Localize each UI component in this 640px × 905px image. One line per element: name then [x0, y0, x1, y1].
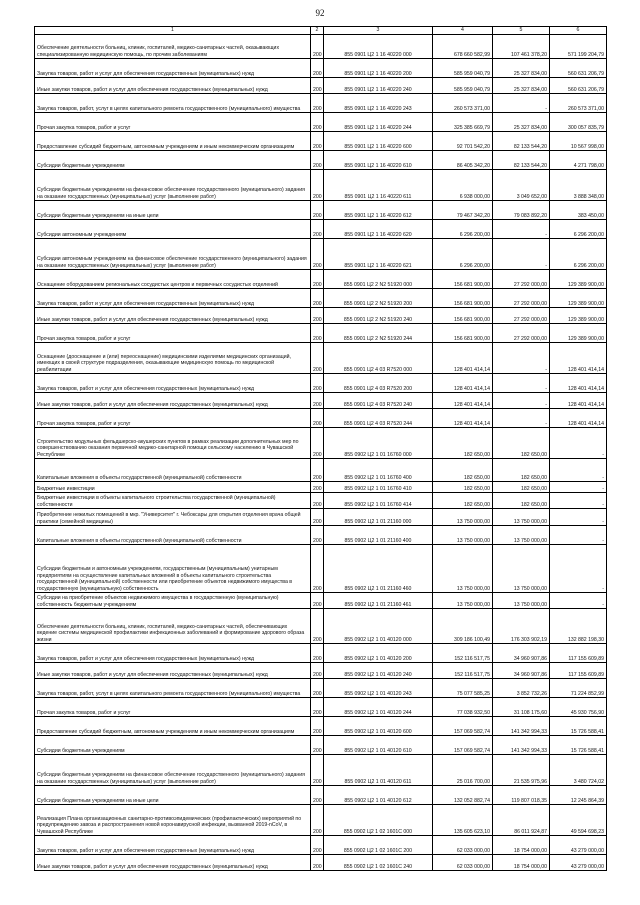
row-value-col6-cell: -: [550, 428, 607, 459]
row-value-col4-cell: 13 750 000,00: [433, 593, 493, 609]
row-value-col4-cell: 128 401 414,14: [433, 343, 493, 374]
row-value-col5-cell: 141 342 994,33: [493, 717, 550, 736]
table-row: [35, 270, 607, 289]
table-header-row: [35, 27, 607, 35]
row-value-col5-cell: 34 960 907,86: [493, 663, 550, 679]
row-code-200-cell: 200: [311, 644, 324, 663]
row-classification-code-cell: 855 0901 Ц2 2 N2 51920 240: [324, 308, 433, 324]
row-value-col4-cell: 62 033 000,00: [433, 836, 493, 855]
row-value-col6-cell: 260 573 371,00: [550, 94, 607, 113]
row-classification-code-cell: 855 0901 Ц2 4 03 R7520 244: [324, 409, 433, 428]
table-row: [35, 663, 607, 679]
row-code-200-cell: 200: [311, 94, 324, 113]
row-value-col4-cell: 182 650,00: [433, 428, 493, 459]
row-classification-code-cell: 855 0901 Ц2 2 N2 51920 200: [324, 289, 433, 308]
row-name-cell: Бюджетные инвестиции: [35, 482, 311, 493]
row-classification-code-cell: 855 0901 Ц2 1 16 40220 610: [324, 151, 433, 170]
row-code-200-cell: 200: [311, 679, 324, 698]
row-code-200-cell: 200: [311, 201, 324, 220]
row-value-col6-cell: -: [550, 593, 607, 609]
table-row: [35, 324, 607, 343]
row-value-col6-cell: 4 271 798,00: [550, 151, 607, 170]
row-value-col5-cell: 82 133 544,20: [493, 132, 550, 151]
page-number: 92: [315, 8, 325, 18]
row-classification-code-cell: 855 0901 Ц2 1 16 40220 620: [324, 220, 433, 239]
row-name-cell: Оснащение (дооснащение и (или) переоснащение) медицинскими изделиями медицинских организаций, имеющих в своей структуре подразделения, оказывающие медицинскую помощь по медицинской реабилитации: [35, 343, 311, 374]
row-value-col6-cell: -: [550, 509, 607, 526]
row-value-col6-cell: 129 389 900,00: [550, 308, 607, 324]
row-value-col5-cell: 18 754 000,00: [493, 836, 550, 855]
table-row: [35, 482, 607, 493]
table-row: [35, 836, 607, 855]
row-value-col5-cell: 31 108 175,60: [493, 698, 550, 717]
row-code-200-cell: 200: [311, 220, 324, 239]
row-value-col4-cell: 152 116 517,75: [433, 644, 493, 663]
row-code-200-cell: 200: [311, 805, 324, 836]
row-value-col4-cell: 152 116 517,75: [433, 663, 493, 679]
row-classification-code-cell: 855 0902 Ц2 1 01 40120 244: [324, 698, 433, 717]
row-value-col5-cell: 119 807 018,35: [493, 786, 550, 805]
row-classification-code-cell: 855 0901 Ц2 1 16 40220 611: [324, 170, 433, 201]
row-name-cell: Капитальные вложения в объекты государственной (муниципальной) собственности: [35, 459, 311, 482]
row-name-cell: Капитальные вложения в объекты государственной (муниципальной) собственности: [35, 526, 311, 545]
row-value-col6-cell: 10 567 998,00: [550, 132, 607, 151]
row-value-col6-cell: 571 199 204,79: [550, 35, 607, 59]
row-name-cell: Прочая закупка товаров, работ и услуг: [35, 324, 311, 343]
row-name-cell: Закупка товаров, работ и услуг для обеспечения государственных (муниципальных) нужд: [35, 374, 311, 393]
budget-table: [34, 26, 607, 871]
row-value-col6-cell: 129 389 900,00: [550, 289, 607, 308]
row-name-cell: Приобретение нежилых помещений в мкр. "Университет" г. Чебоксары для открытия отделения врача общей практики (семейной медицины): [35, 509, 311, 526]
row-classification-code-cell: 855 0902 Ц2 1 01 21160 461: [324, 593, 433, 609]
table-row: [35, 545, 607, 593]
row-value-col6-cell: 383 450,00: [550, 201, 607, 220]
table-row: [35, 755, 607, 786]
table-row: [35, 289, 607, 308]
table-row: [35, 308, 607, 324]
row-value-col5-cell: 79 083 892,20: [493, 201, 550, 220]
row-value-col6-cell: -: [550, 482, 607, 493]
row-value-col5-cell: 25 327 834,00: [493, 59, 550, 78]
row-name-cell: Субсидии бюджетным учреждениям на иные цели: [35, 786, 311, 805]
row-value-col5-cell: -: [493, 409, 550, 428]
row-value-col4-cell: 260 573 371,00: [433, 94, 493, 113]
row-code-200-cell: 200: [311, 717, 324, 736]
row-name-cell: Обеспечение деятельности больниц, клиник, госпиталей, медико-санитарных частей, обеспечивающих ведение системы медицинской профилактики инфекционных заболеваний и формирование здорового образа жизни: [35, 609, 311, 644]
row-value-col5-cell: 27 292 000,00: [493, 289, 550, 308]
row-code-200-cell: 200: [311, 755, 324, 786]
row-value-col6-cell: 49 594 698,23: [550, 805, 607, 836]
row-value-col6-cell: 3 480 724,02: [550, 755, 607, 786]
table-row: [35, 151, 607, 170]
row-name-cell: Субсидии бюджетным учреждениям на финансовое обеспечение государственного (муниципального) задания на оказание государственных (муниципальных) услуг (выполнение работ): [35, 755, 311, 786]
row-value-col5-cell: 25 327 834,00: [493, 113, 550, 132]
row-value-col5-cell: 13 750 000,00: [493, 509, 550, 526]
row-value-col4-cell: 13 750 000,00: [433, 509, 493, 526]
row-name-cell: Бюджетные инвестиции в объекты капитального строительства государственной (муниципальной) собственности: [35, 493, 311, 509]
table-row: [35, 698, 607, 717]
row-classification-code-cell: 855 0902 Ц2 1 01 21160 460: [324, 545, 433, 593]
row-code-200-cell: 200: [311, 289, 324, 308]
row-value-col6-cell: 43 279 000,00: [550, 836, 607, 855]
row-classification-code-cell: 855 0902 Ц2 1 01 21160 000: [324, 509, 433, 526]
row-code-200-cell: 200: [311, 509, 324, 526]
row-value-col6-cell: 45 930 756,90: [550, 698, 607, 717]
table-row: [35, 493, 607, 509]
row-name-cell: Иные закупки товаров, работ и услуг для обеспечения государственных (муниципальных) нужд: [35, 393, 311, 409]
row-value-col5-cell: 13 750 000,00: [493, 545, 550, 593]
row-code-200-cell: 200: [311, 35, 324, 59]
row-classification-code-cell: 855 0902 Ц2 1 01 16760 400: [324, 459, 433, 482]
row-code-200-cell: 200: [311, 151, 324, 170]
table-row: [35, 805, 607, 836]
row-value-col5-cell: -: [493, 239, 550, 270]
row-value-col5-cell: -: [493, 374, 550, 393]
row-value-col4-cell: 6 296 200,00: [433, 239, 493, 270]
row-value-col5-cell: 3 852 732,26: [493, 679, 550, 698]
row-value-col5-cell: 182 650,00: [493, 493, 550, 509]
row-value-col4-cell: 128 401 414,14: [433, 409, 493, 428]
table-row: [35, 717, 607, 736]
table-row: [35, 220, 607, 239]
row-value-col4-cell: 157 069 582,74: [433, 717, 493, 736]
row-value-col6-cell: 560 631 206,79: [550, 59, 607, 78]
table-row: [35, 593, 607, 609]
row-code-200-cell: 200: [311, 526, 324, 545]
row-value-col4-cell: 157 069 582,74: [433, 736, 493, 755]
row-classification-code-cell: 855 0902 Ц2 1 02 1601C 200: [324, 836, 433, 855]
row-code-200-cell: 200: [311, 59, 324, 78]
row-value-col5-cell: 13 750 000,00: [493, 526, 550, 545]
row-code-200-cell: 200: [311, 170, 324, 201]
row-code-200-cell: 200: [311, 409, 324, 428]
row-value-col5-cell: -: [493, 343, 550, 374]
row-name-cell: Прочая закупка товаров, работ и услуг: [35, 113, 311, 132]
row-name-cell: Оснащение оборудованием региональных сосудистых центров и первичных сосудистых отделений: [35, 270, 311, 289]
row-code-200-cell: 200: [311, 78, 324, 94]
row-name-cell: Иные закупки товаров, работ и услуг для обеспечения государственных (муниципальных) нужд: [35, 78, 311, 94]
row-classification-code-cell: 855 0902 Ц2 1 01 40120 240: [324, 663, 433, 679]
header-col-1: 1: [35, 27, 311, 35]
row-name-cell: Закупка товаров, работ и услуг для обеспечения государственных (муниципальных) нужд: [35, 59, 311, 78]
row-value-col6-cell: 15 726 588,41: [550, 717, 607, 736]
row-value-col5-cell: 27 292 000,00: [493, 324, 550, 343]
table-row: [35, 343, 607, 374]
row-code-200-cell: 200: [311, 663, 324, 679]
row-value-col4-cell: 325 385 669,79: [433, 113, 493, 132]
table-row: [35, 609, 607, 644]
row-classification-code-cell: 855 0902 Ц2 1 02 1601C 000: [324, 805, 433, 836]
row-classification-code-cell: 855 0901 Ц2 4 03 R7520 000: [324, 343, 433, 374]
row-code-200-cell: 200: [311, 132, 324, 151]
row-value-col6-cell: -: [550, 545, 607, 593]
row-value-col6-cell: 129 389 900,00: [550, 270, 607, 289]
table-row: [35, 239, 607, 270]
row-name-cell: Субсидии бюджетным учреждениям: [35, 151, 311, 170]
row-value-col6-cell: 43 279 000,00: [550, 855, 607, 871]
row-value-col6-cell: -: [550, 459, 607, 482]
header-col-3: 3: [324, 27, 433, 35]
row-code-200-cell: 200: [311, 113, 324, 132]
row-value-col5-cell: 141 342 994,33: [493, 736, 550, 755]
row-value-col6-cell: 6 296 200,00: [550, 220, 607, 239]
row-name-cell: Субсидии автономным учреждениям на финансовое обеспечение государственного (муниципального) задания на оказание государственных (муниципальных) услуг (выполнение работ): [35, 239, 311, 270]
table-row: [35, 855, 607, 871]
header-col-2: 2: [311, 27, 324, 35]
row-value-col4-cell: 75 077 585,25: [433, 679, 493, 698]
row-value-col5-cell: 18 754 000,00: [493, 855, 550, 871]
row-value-col4-cell: 128 401 414,14: [433, 374, 493, 393]
row-value-col4-cell: 62 033 000,00: [433, 855, 493, 871]
row-code-200-cell: 200: [311, 493, 324, 509]
table-row: [35, 374, 607, 393]
row-value-col4-cell: 309 186 100,49: [433, 609, 493, 644]
table-row: [35, 509, 607, 526]
row-classification-code-cell: 855 0901 Ц2 1 16 40220 200: [324, 59, 433, 78]
row-classification-code-cell: 855 0902 Ц2 1 01 40120 243: [324, 679, 433, 698]
row-value-col4-cell: 156 681 900,00: [433, 270, 493, 289]
row-value-col4-cell: 135 605 623,10: [433, 805, 493, 836]
row-name-cell: Закупка товаров, работ, услуг в целях капитального ремонта государственного (муниципального) имущества: [35, 679, 311, 698]
row-value-col6-cell: 128 401 414,14: [550, 343, 607, 374]
table-row: [35, 35, 607, 59]
row-name-cell: Закупка товаров, работ, услуг в целях капитального ремонта государственного (муниципального) имущества: [35, 94, 311, 113]
row-name-cell: Предоставление субсидий бюджетным, автономным учреждениям и иным некоммерческим организациям: [35, 132, 311, 151]
row-value-col6-cell: 12 245 864,39: [550, 786, 607, 805]
table-row: [35, 409, 607, 428]
row-value-col6-cell: 128 401 414,14: [550, 393, 607, 409]
row-value-col4-cell: 86 405 342,20: [433, 151, 493, 170]
row-code-200-cell: 200: [311, 428, 324, 459]
row-value-col4-cell: 92 701 542,20: [433, 132, 493, 151]
row-name-cell: Закупка товаров, работ и услуг для обеспечения государственных (муниципальных) нужд: [35, 836, 311, 855]
row-value-col4-cell: 79 467 342,20: [433, 201, 493, 220]
row-classification-code-cell: 855 0901 Ц2 1 16 40220 000: [324, 35, 433, 59]
row-name-cell: Иные закупки товаров, работ и услуг для обеспечения государственных (муниципальных) нужд: [35, 855, 311, 871]
row-value-col6-cell: 117 155 609,89: [550, 663, 607, 679]
row-classification-code-cell: 855 0901 Ц2 4 03 R7520 200: [324, 374, 433, 393]
table-row: [35, 786, 607, 805]
row-value-col4-cell: 6 296 200,00: [433, 220, 493, 239]
row-classification-code-cell: 855 0902 Ц2 1 02 1601C 240: [324, 855, 433, 871]
row-code-200-cell: 200: [311, 393, 324, 409]
row-name-cell: Закупка товаров, работ и услуг для обеспечения государственных (муниципальных) нужд: [35, 644, 311, 663]
table-row: [35, 201, 607, 220]
row-name-cell: Иные закупки товаров, работ и услуг для обеспечения государственных (муниципальных) нужд: [35, 308, 311, 324]
row-value-col5-cell: 176 303 902,19: [493, 609, 550, 644]
row-value-col6-cell: 6 296 200,00: [550, 239, 607, 270]
row-classification-code-cell: 855 0901 Ц2 1 16 40220 243: [324, 94, 433, 113]
row-classification-code-cell: 855 0901 Ц2 2 N2 51920 244: [324, 324, 433, 343]
row-value-col4-cell: 182 650,00: [433, 482, 493, 493]
row-value-col4-cell: 13 750 000,00: [433, 526, 493, 545]
row-code-200-cell: 200: [311, 609, 324, 644]
row-classification-code-cell: 855 0902 Ц2 1 01 21160 400: [324, 526, 433, 545]
row-classification-code-cell: 855 0902 Ц2 1 01 40120 000: [324, 609, 433, 644]
row-value-col4-cell: 182 650,00: [433, 459, 493, 482]
row-code-200-cell: 200: [311, 855, 324, 871]
row-code-200-cell: 200: [311, 374, 324, 393]
row-code-200-cell: 200: [311, 482, 324, 493]
row-value-col6-cell: 71 224 852,99: [550, 679, 607, 698]
row-name-cell: Субсидии бюджетным учреждениям на финансовое обеспечение государственного (муниципального) задания на оказание государственных (муниципальных) услуг (выполнение работ): [35, 170, 311, 201]
row-value-col5-cell: 182 650,00: [493, 459, 550, 482]
row-code-200-cell: 200: [311, 239, 324, 270]
row-classification-code-cell: 855 0901 Ц2 2 N2 51920 000: [324, 270, 433, 289]
row-value-col4-cell: 585 959 040,79: [433, 59, 493, 78]
row-value-col5-cell: 25 327 834,00: [493, 78, 550, 94]
row-value-col4-cell: 77 038 932,50: [433, 698, 493, 717]
row-value-col5-cell: 107 461 378,20: [493, 35, 550, 59]
row-classification-code-cell: 855 0902 Ц2 1 01 40120 200: [324, 644, 433, 663]
row-classification-code-cell: 855 0901 Ц2 1 16 40220 600: [324, 132, 433, 151]
row-classification-code-cell: 855 0901 Ц2 1 16 40220 612: [324, 201, 433, 220]
row-value-col4-cell: 128 401 414,14: [433, 393, 493, 409]
row-code-200-cell: 200: [311, 698, 324, 717]
header-col-6: 6: [550, 27, 607, 35]
header-col-5: 5: [493, 27, 550, 35]
row-value-col5-cell: 3 049 652,00: [493, 170, 550, 201]
row-code-200-cell: 200: [311, 736, 324, 755]
table-row: [35, 78, 607, 94]
row-classification-code-cell: 855 0901 Ц2 1 16 40220 621: [324, 239, 433, 270]
table-row: [35, 459, 607, 482]
row-classification-code-cell: 855 0902 Ц2 1 01 40120 612: [324, 786, 433, 805]
table-row: [35, 679, 607, 698]
row-classification-code-cell: 855 0901 Ц2 1 16 40220 240: [324, 78, 433, 94]
table-row: [35, 526, 607, 545]
row-value-col6-cell: 129 389 900,00: [550, 324, 607, 343]
row-name-cell: Реализация Плана организационных санитарно-противоэпидемических (профилактических) мероприятий по предупреждению завоза и распространения новой коронавирусной инфекции, вызванной 2019-nCoV, в Чувашской Республике: [35, 805, 311, 836]
row-value-col5-cell: -: [493, 393, 550, 409]
row-name-cell: Закупка товаров, работ и услуг для обеспечения государственных (муниципальных) нужд: [35, 289, 311, 308]
row-classification-code-cell: 855 0902 Ц2 1 01 16760 000: [324, 428, 433, 459]
table-row: [35, 428, 607, 459]
row-value-col4-cell: 25 016 700,00: [433, 755, 493, 786]
row-code-200-cell: 200: [311, 308, 324, 324]
row-name-cell: Субсидии на приобретение объектов недвижимого имущества в государственную (муниципальную) собственность бюджетным учреждениям: [35, 593, 311, 609]
row-code-200-cell: 200: [311, 786, 324, 805]
row-value-col5-cell: 21 535 975,96: [493, 755, 550, 786]
row-value-col6-cell: 15 726 588,41: [550, 736, 607, 755]
row-code-200-cell: 200: [311, 545, 324, 593]
row-code-200-cell: 200: [311, 270, 324, 289]
row-value-col4-cell: 156 681 900,00: [433, 324, 493, 343]
row-value-col5-cell: 27 292 000,00: [493, 270, 550, 289]
row-classification-code-cell: 855 0902 Ц2 1 01 40120 611: [324, 755, 433, 786]
row-name-cell: Иные закупки товаров, работ и услуг для обеспечения государственных (муниципальных) нужд: [35, 663, 311, 679]
row-value-col4-cell: 6 938 000,00: [433, 170, 493, 201]
row-value-col5-cell: -: [493, 220, 550, 239]
table-row: [35, 113, 607, 132]
row-value-col5-cell: 13 750 000,00: [493, 593, 550, 609]
table-row: [35, 393, 607, 409]
header-col-4: 4: [433, 27, 493, 35]
row-code-200-cell: 200: [311, 593, 324, 609]
row-value-col6-cell: 128 401 414,14: [550, 409, 607, 428]
row-name-cell: Субсидии бюджетным и автономным учреждениям, государственным (муниципальным) унитарным предприятиям на осуществление капитальных вложений в объекты капитального строительства государственной (муниципальной) собственности или приобретение объектов недвижимого имущества в государственную (муниципальную) собственность: [35, 545, 311, 593]
row-classification-code-cell: 855 0901 Ц2 1 16 40220 244: [324, 113, 433, 132]
table-row: [35, 94, 607, 113]
row-value-col6-cell: 560 631 206,79: [550, 78, 607, 94]
row-value-col6-cell: 117 155 609,89: [550, 644, 607, 663]
row-code-200-cell: 200: [311, 324, 324, 343]
row-value-col6-cell: 3 888 348,00: [550, 170, 607, 201]
row-classification-code-cell: 855 0902 Ц2 1 01 16760 410: [324, 482, 433, 493]
row-code-200-cell: 200: [311, 836, 324, 855]
table-row: [35, 132, 607, 151]
row-value-col5-cell: 82 133 544,20: [493, 151, 550, 170]
table-row: [35, 644, 607, 663]
row-name-cell: Прочая закупка товаров, работ и услуг: [35, 698, 311, 717]
row-value-col5-cell: 182 650,00: [493, 482, 550, 493]
row-classification-code-cell: 855 0901 Ц2 4 03 R7520 240: [324, 393, 433, 409]
row-value-col5-cell: 27 292 000,00: [493, 308, 550, 324]
row-value-col5-cell: 86 011 924,87: [493, 805, 550, 836]
row-name-cell: Субсидии бюджетным учреждениям: [35, 736, 311, 755]
row-value-col5-cell: -: [493, 94, 550, 113]
row-value-col6-cell: -: [550, 493, 607, 509]
row-value-col5-cell: 182 650,00: [493, 428, 550, 459]
row-name-cell: Предоставление субсидий бюджетным, автономным учреждениям и иным некоммерческим организациям: [35, 717, 311, 736]
row-name-cell: Субсидии бюджетным учреждениям на иные цели: [35, 201, 311, 220]
table-row: [35, 59, 607, 78]
row-name-cell: Обеспечение деятельности больниц, клиник, госпиталей, медико-санитарных частей, оказывающих специализированную медицинскую помощь, по прочим заболеваниям: [35, 35, 311, 59]
row-classification-code-cell: 855 0902 Ц2 1 01 40120 610: [324, 736, 433, 755]
row-value-col4-cell: 585 959 040,79: [433, 78, 493, 94]
row-value-col6-cell: 132 882 198,30: [550, 609, 607, 644]
row-value-col4-cell: 678 660 582,99: [433, 35, 493, 59]
row-value-col4-cell: 156 681 900,00: [433, 308, 493, 324]
row-classification-code-cell: 855 0902 Ц2 1 01 16760 414: [324, 493, 433, 509]
row-value-col4-cell: 13 750 000,00: [433, 545, 493, 593]
table-row: [35, 170, 607, 201]
row-classification-code-cell: 855 0902 Ц2 1 01 40120 600: [324, 717, 433, 736]
table-row: [35, 736, 607, 755]
row-value-col4-cell: 132 052 882,74: [433, 786, 493, 805]
row-value-col5-cell: 34 960 907,86: [493, 644, 550, 663]
row-value-col6-cell: 128 401 414,14: [550, 374, 607, 393]
row-name-cell: Субсидии автономным учреждениям: [35, 220, 311, 239]
row-value-col6-cell: 300 057 835,79: [550, 113, 607, 132]
row-name-cell: Прочая закупка товаров, работ и услуг: [35, 409, 311, 428]
row-value-col4-cell: 156 681 900,00: [433, 289, 493, 308]
row-code-200-cell: 200: [311, 343, 324, 374]
row-code-200-cell: 200: [311, 459, 324, 482]
row-name-cell: Строительство модульных фельдшерско-акушерских пунктов в рамках реализации дополнительных мер по совершенствованию оказания первичной медико-санитарной помощи сельскому населению в Чувашской Республике: [35, 428, 311, 459]
row-value-col6-cell: -: [550, 526, 607, 545]
row-value-col4-cell: 182 650,00: [433, 493, 493, 509]
